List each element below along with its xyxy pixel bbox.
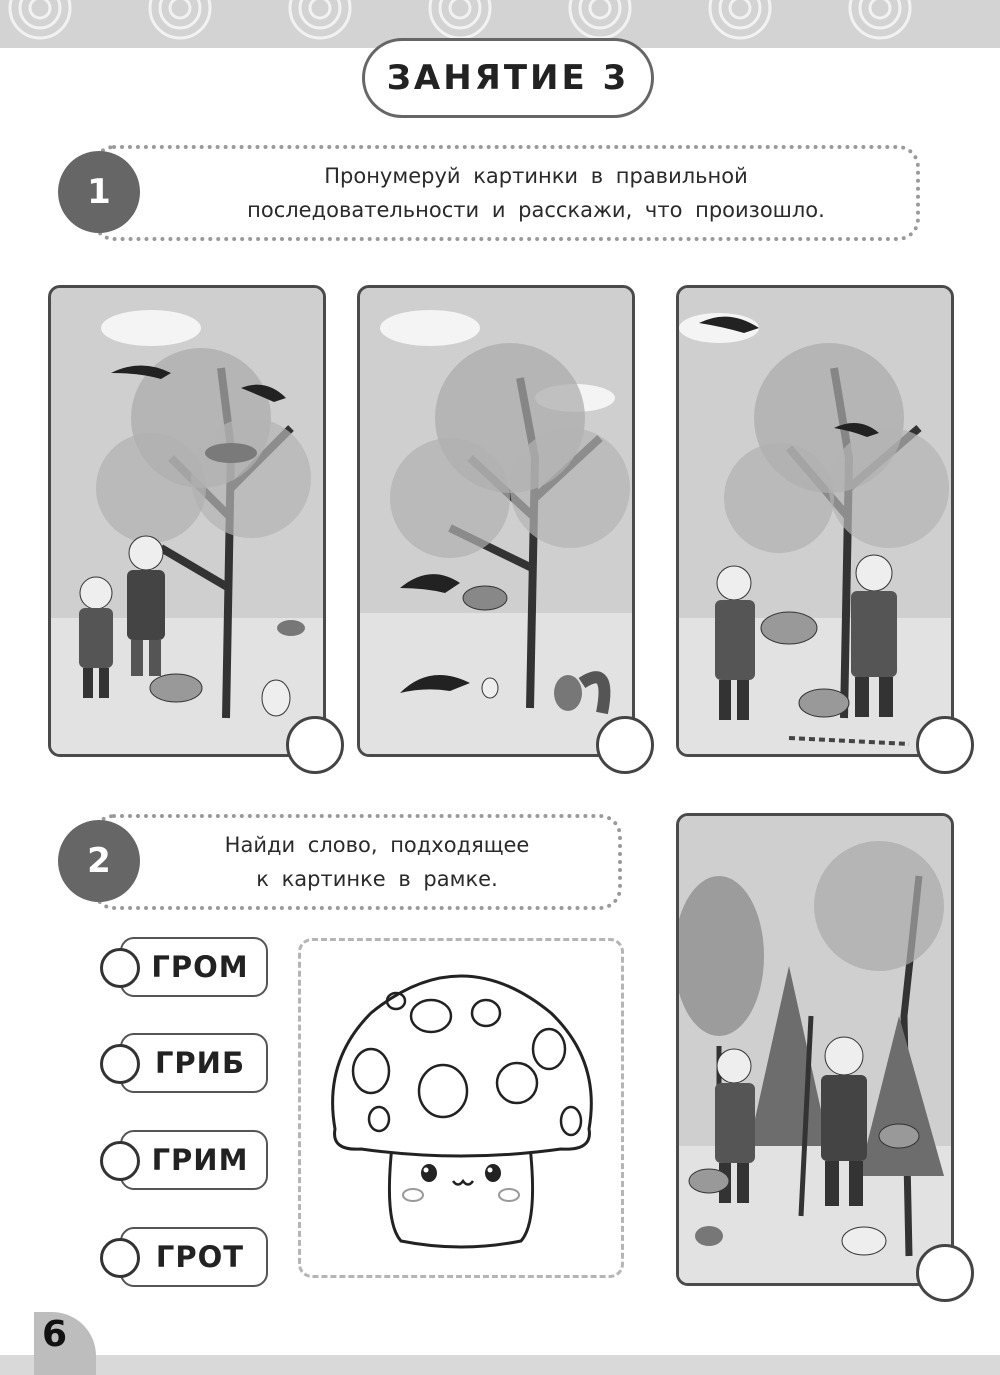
task1-number-badge [58, 151, 140, 233]
word-option-1[interactable] [100, 937, 270, 997]
word-option-4-checkbox[interactable] [100, 1238, 140, 1278]
forest-children-dog-icon [679, 816, 951, 1283]
word-option-2-label: ГРИБ [120, 1033, 268, 1093]
tree-nest-crows-children-icon [51, 288, 323, 754]
scene3-answer-circle[interactable] [916, 716, 974, 774]
task2-number: 2 [87, 841, 111, 881]
task1-line2: последовательности и расскажи, что произошло. [247, 198, 825, 222]
word-option-4[interactable] [100, 1227, 270, 1287]
scene3-picture [676, 285, 954, 757]
word-option-1-checkbox[interactable] [100, 948, 140, 988]
page-number-tab [34, 1312, 96, 1375]
word-option-4-label: ГРОТ [120, 1227, 268, 1287]
tree-crows-squirrel-icon [360, 288, 632, 754]
word-option-3-label: ГРИМ [120, 1130, 268, 1190]
bottom-decorative-band [0, 1355, 1000, 1375]
word-option-3[interactable] [100, 1130, 270, 1190]
word-option-2-checkbox[interactable] [100, 1044, 140, 1084]
scene2-answer-circle[interactable] [596, 716, 654, 774]
task1-number: 1 [87, 172, 111, 212]
task1-instruction-box [92, 145, 920, 241]
scene2-picture [357, 285, 635, 757]
word-option-3-checkbox[interactable] [100, 1141, 140, 1181]
task2-instruction-box [92, 814, 622, 910]
page-number: 6 [42, 1314, 68, 1355]
task2-number-badge [58, 820, 140, 902]
mushroom-icon [301, 941, 621, 1275]
scene1-picture [48, 285, 326, 757]
tree-children-baskets-icon [679, 288, 951, 754]
word-option-2[interactable] [100, 1033, 270, 1093]
task1-line1: Пронумеруй картинки в правильной [324, 164, 748, 188]
word-option-1-label: ГРОМ [120, 937, 268, 997]
scene1-answer-circle[interactable] [286, 716, 344, 774]
scene4-picture [676, 813, 954, 1286]
mushroom-frame [298, 938, 624, 1278]
task2-line1: Найди слово, подходящее [224, 833, 530, 857]
task2-line2: к картинке в рамке. [256, 867, 498, 891]
lesson-title-pill [362, 38, 654, 118]
scene4-answer-circle[interactable] [916, 1244, 974, 1302]
lesson-title: ЗАНЯТИЕ 3 [386, 58, 630, 98]
